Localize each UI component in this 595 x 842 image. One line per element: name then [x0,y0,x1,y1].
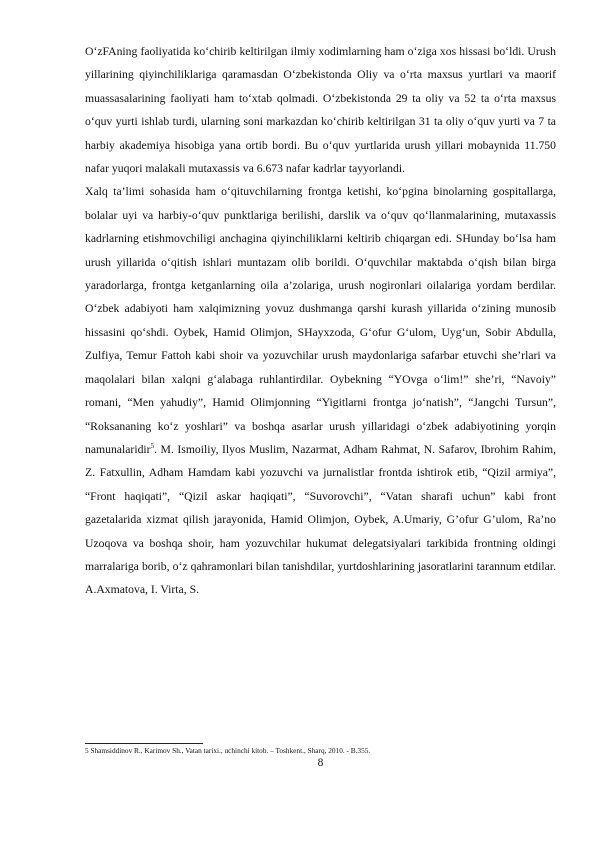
paragraph-2-continuation: . M. Ismoiliy, Ilyos Muslim, Nazarmat, Adham Rahmat, N. Safarov, Ibrohim Rahim, Z. Fatxullin, Adham Hamdam kabi yozuvchi va jurnalistlar frontda ishtirok etib, “Qizil armiya”, “Front haqiqati”, “Qizil askar haqiqati”, “Suvorovchi”, “Vatan sharafi uchun” kabi front gazetalarida xizmat qilish jarayonida, Hamid Olimjon, Oybek, A.Umariy, G’ofur G’ulom, Ra’no Uzoqova va boshqa shoir, ham yozuvchilar hukumat delegatsiyalari tarkibida frontning oldingi marralariga borib, o‘z qahramonlari bilan tanishdilar, yurtdoshlarining jasoratlarini tarannum etdilar. A.Axmatova, I. Virta, S. [85,442,556,597]
paragraph-1: O‘zFAning faoliyatida ko‘chirib keltirilgan ilmiy xodimlarning ham o‘ziga xos hissasi bo‘ldi. Urush yillarining qiyinchiliklariga qaramasdan O‘zbekistonda Oliy va o‘rta maxsus yurtlari va maorif muassasalarining faoliyati ham to‘xtab qolmadi. O‘zbekistonda 29 ta oliy va 52 ta o‘rta maxsus o‘quv yurti ishlab turdi, ularning soni markazdan ko‘chirib keltirilgan 31 ta oliy o‘quv yurti va 7 ta harbiy akademiya hisobiga yana ortib bordi. Bu o‘quv yurtlarida urush yillari mobaynida 11.750 nafar yuqori malakali mutaxassis va 6.673 nafar kadrlar tayyorlandi. [85,45,556,176]
footnote: 5 Shamsiddinov R., Karimov Sh., Vatan tarixi., uchinchi kitob. – Toshkent., Sharq, 2010. - B.355. [85,746,371,755]
page-number: 8 [317,757,324,769]
footnote-reference: 5 [150,442,155,451]
paragraph-2 [85,180,556,601]
footnote-separator [85,743,203,744]
paragraph-2-text: Xalq ta’limi sohasida ham o‘qituvchilarning frontga ketishi, ko‘pgina binolarning gospitallarga, bolalar uyi va harbiy-o‘quv punktlariga berilishi, darslik va o‘quv qo‘llanmalarining, mutaxassis kadrlarning etishmovchiligi anchagina qiyinchiliklarni keltirib chiqargan edi. SHunday bo‘lsa ham urush yillarida o‘qitish ishlari muntazam olib borildi. O‘quvchilar maktabda o‘qish bilan birga yaradorlarga, frontga ketganlarning oila a’zolariga, urush nogironlari oilalariga yordam berdilar. O‘zbek adabiyoti ham xalqimizning yovuz dushmanga qarshi kurash yillarida o‘zining munosib hissasini qo‘shdi. Oybek, Hamid Olimjon, SHayxzoda, G‘ofur G‘ulom, Uyg‘un, Sobir Abdulla, Zulfiya, Temur Fattoh kabi shoir va yozuvchilar urush maydonlariga safarbar etuvchi she’rlari va maqolalari bilan xalqni g‘alabaga ruhlantirdilar. Oybekning “YOvga o‘lim!” she’ri, “Navoiy” romani, “Men yahudiy”, Hamid Olimjonning “Yigitlarni frontga jo‘natish”, “Jangchi Tursun”, “Roksananing ko‘z yoshlari” va boshqa asarlar urush yillaridagi o‘zbek adabiyotining yorqin namunalaridir [85,185,556,456]
main-text [85,40,556,602]
